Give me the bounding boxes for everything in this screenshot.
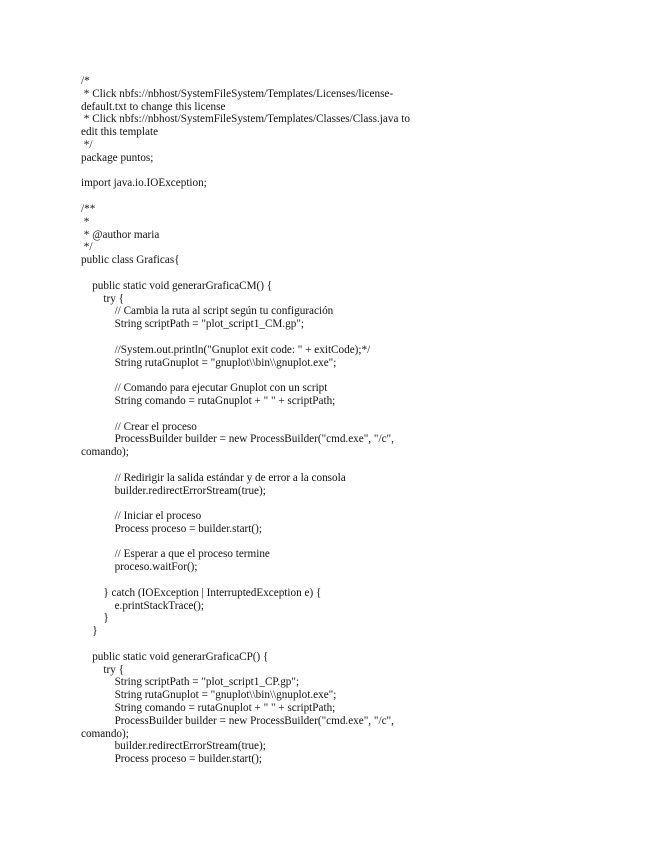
javadoc-line: */ [81,241,93,254]
blank-line [81,331,641,344]
code-line-wrapped: comando); [81,446,129,459]
code-line: proceso.waitFor(); [81,561,198,574]
catch-line: } catch (IOException | InterruptedException e) { [81,586,322,599]
code-line: String comando = rutaGnuplot + " " + scriptPath; [81,702,336,715]
code-comment-line: // Iniciar el proceso [81,510,202,523]
class-declaration: public class Graficas{ [81,254,180,267]
code-line: String scriptPath = "plot_script1_CP.gp"; [81,676,300,689]
code-line: Process proceso = builder.start(); [81,522,262,535]
code-line: try { [81,663,124,676]
closing-brace: } [81,612,109,625]
comment-line: edit this template [81,126,159,139]
blank-line [81,574,641,587]
blank-line [81,638,641,651]
package-declaration: package puntos; [81,151,154,164]
code-comment-line: // Cambia la ruta al script según tu configuración [81,305,334,318]
code-line: String rutaGnuplot = "gnuplot\\bin\\gnuplot.exe"; [81,689,337,702]
code-line: builder.redirectErrorStream(true); [81,484,266,497]
blank-line [81,369,641,382]
code-line: Process proceso = builder.start(); [81,753,262,766]
blank-line [81,459,641,472]
code-line-wrapped: comando); [81,727,129,740]
code-line: ProcessBuilder builder = new ProcessBuilder("cmd.exe", "/c", [81,714,394,727]
blank-line [81,408,641,421]
javadoc-line: * [81,215,90,228]
code-line: String scriptPath = "plot_script1_CM.gp"; [81,318,305,331]
code-line: String rutaGnuplot = "gnuplot\\bin\\gnuplot.exe"; [81,356,337,369]
comment-line: default.txt to change this license [81,100,226,113]
code-line: builder.redirectErrorStream(true); [81,740,266,753]
method-declaration-cp: public static void generarGraficaCP() { [81,650,269,663]
comment-line: */ [81,138,93,151]
code-line: try { [81,292,124,305]
javadoc-line: /** [81,202,96,215]
code-comment-line: // Crear el proceso [81,420,197,433]
code-line: String comando = rutaGnuplot + " " + scriptPath; [81,394,336,407]
import-statement: import java.io.IOException; [81,177,207,190]
method-declaration-cm: public static void generarGraficaCM() { [81,279,273,292]
blank-line [81,165,641,178]
blank-line [81,267,641,280]
comment-line: /* [81,75,90,87]
code-comment-line: // Redirigir la salida estándar y de error a la consola [81,471,346,484]
blank-line [81,497,641,510]
blank-line [81,536,641,549]
blank-line [81,190,641,203]
code-comment-line: //System.out.println("Gnuplot exit code: " + exitCode);*/ [81,343,371,356]
javadoc-author-line: * @author maria [81,228,160,241]
closing-brace: } [81,625,98,638]
comment-line: * Click nbfs://nbhost/SystemFileSystem/Templates/Classes/Class.java to [81,113,410,126]
code-line: ProcessBuilder builder = new ProcessBuilder("cmd.exe", "/c", [81,433,394,446]
code-comment-line: // Comando para ejecutar Gnuplot con un script [81,382,328,395]
code-line: e.printStackTrace(); [81,599,204,612]
code-page [81,75,641,766]
comment-line: * Click nbfs://nbhost/SystemFileSystem/Templates/Licenses/license- [81,87,394,100]
code-comment-line: // Esperar a que el proceso termine [81,548,270,561]
